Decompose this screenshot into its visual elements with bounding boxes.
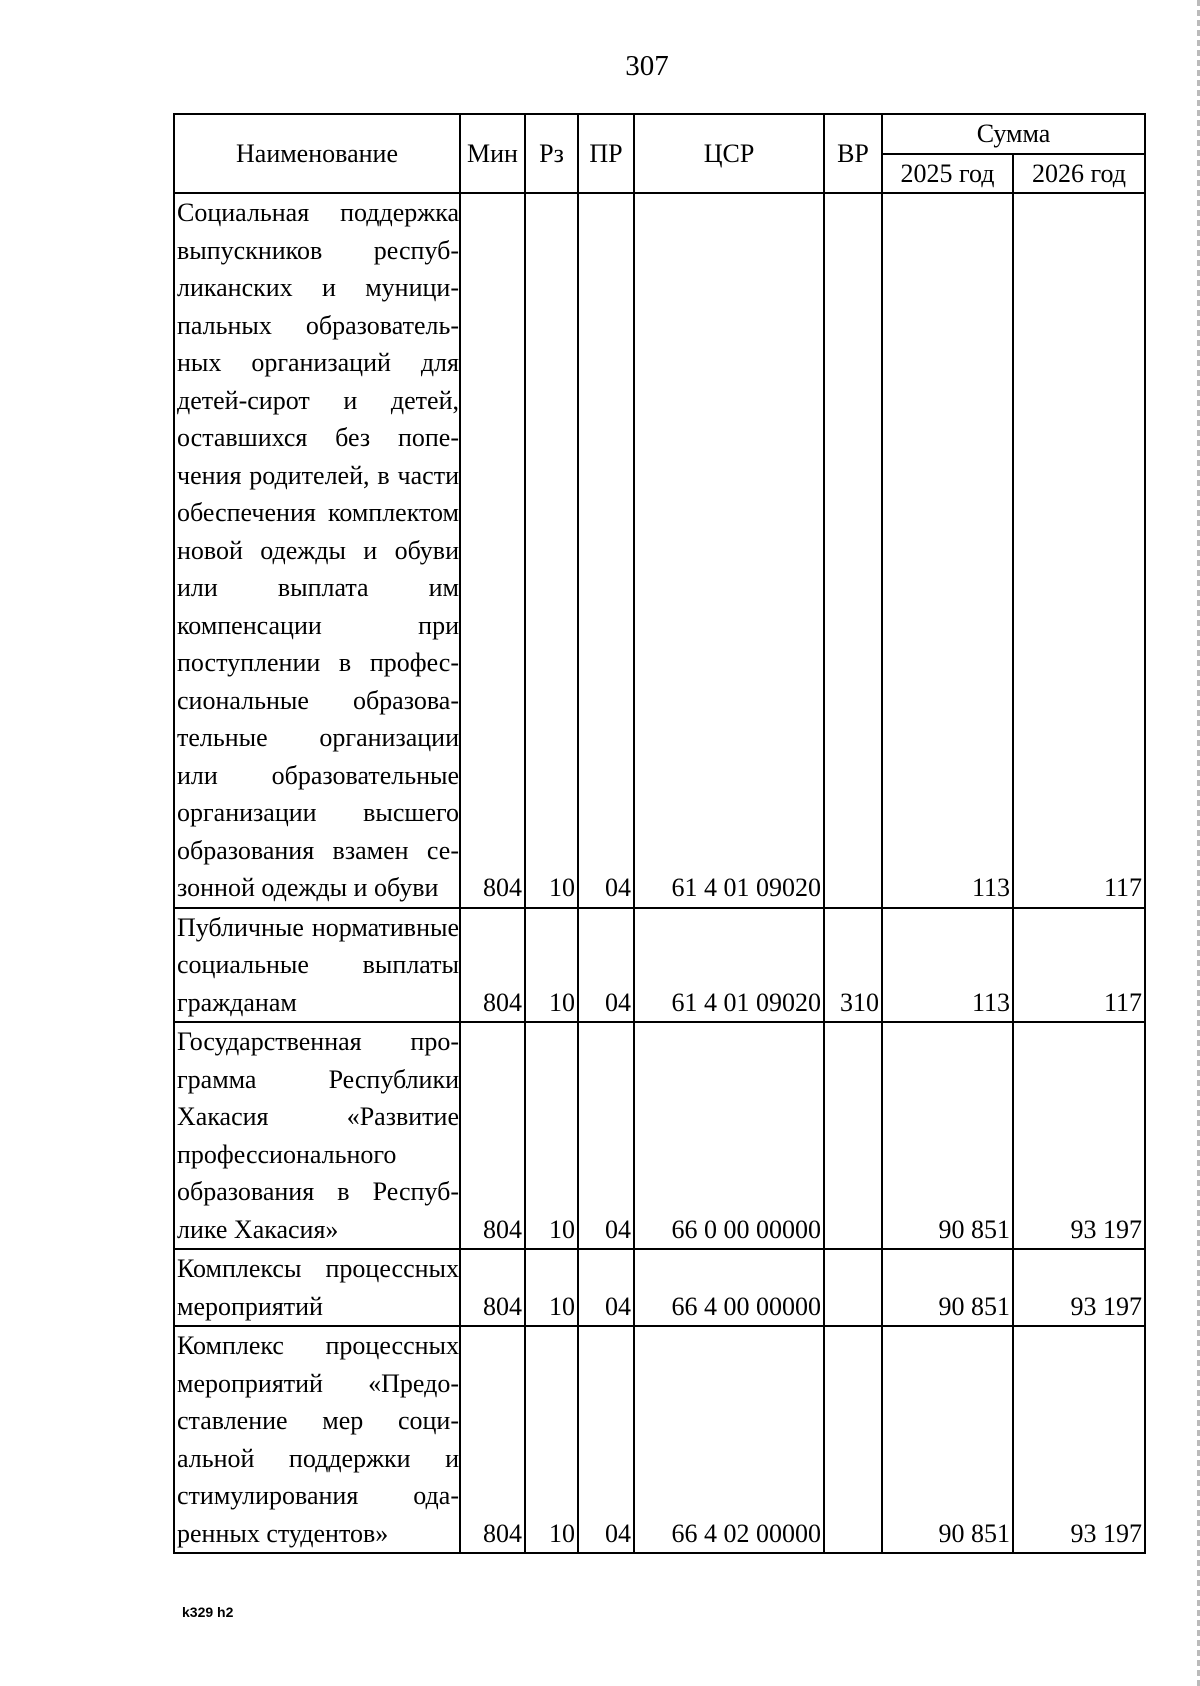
header-vr: ВР — [824, 114, 882, 193]
row-pr: 04 — [578, 1326, 634, 1553]
table-header — [174, 114, 1145, 193]
header-name: Наименование — [174, 114, 460, 193]
row-rz: 10 — [525, 1022, 578, 1249]
row-sum-2025: 113 — [882, 193, 1013, 908]
row-vr: 310 — [824, 908, 882, 1023]
row-min: 804 — [460, 1249, 525, 1326]
row-vr — [824, 1249, 882, 1326]
row-csr: 61 4 01 09020 — [634, 908, 824, 1023]
row-csr: 66 4 00 00000 — [634, 1249, 824, 1326]
row-rz: 10 — [525, 1326, 578, 1553]
row-pr: 04 — [578, 193, 634, 908]
row-pr: 04 — [578, 908, 634, 1023]
document-code: k329 h2 — [182, 1604, 234, 1620]
row-rz: 10 — [525, 1249, 578, 1326]
table-row — [174, 1326, 1145, 1553]
header-rz: Рз — [525, 114, 578, 193]
header-pr: ПР — [578, 114, 634, 193]
row-name: Государственная программа Республики Хакасия «Развитие профессионального образования в Республике Хакасия» — [174, 1022, 460, 1249]
row-rz: 10 — [525, 193, 578, 908]
row-min: 804 — [460, 193, 525, 908]
row-rz: 10 — [525, 908, 578, 1023]
header-year-2026: 2026 год — [1013, 154, 1145, 194]
row-min: 804 — [460, 1022, 525, 1249]
row-sum-2026: 93 197 — [1013, 1326, 1145, 1553]
row-csr: 66 4 02 00000 — [634, 1326, 824, 1553]
row-name: Социальная поддержка выпускников республиканских и муниципальных образовательных организаций для детей-сирот и детей, оставшихся без попечения родителей, в части обеспечения комплектом новой одежды и обуви или выплата им компенсации при поступлении в профессиональные образовательные организации или образовательные организации высшего образования взамен сезонной одежды и обуви — [174, 193, 460, 908]
row-sum-2025: 90 851 — [882, 1022, 1013, 1249]
row-pr: 04 — [578, 1249, 634, 1326]
table-row — [174, 908, 1145, 1023]
row-pr: 04 — [578, 1022, 634, 1249]
header-csr: ЦСР — [634, 114, 824, 193]
row-sum-2025: 113 — [882, 908, 1013, 1023]
row-name: Комплексы процессных мероприятий — [174, 1249, 460, 1326]
row-vr — [824, 1326, 882, 1553]
row-name: Комплекс процессных мероприятий «Предоставление мер социальной поддержки и стимулирования одаренных студентов» — [174, 1326, 460, 1553]
row-vr — [824, 193, 882, 908]
row-sum-2026: 93 197 — [1013, 1249, 1145, 1326]
row-sum-2026: 117 — [1013, 193, 1145, 908]
table-row — [174, 1022, 1145, 1249]
row-csr: 61 4 01 09020 — [634, 193, 824, 908]
page-number: 307 — [625, 50, 669, 82]
row-min: 804 — [460, 1326, 525, 1553]
row-csr: 66 0 00 00000 — [634, 1022, 824, 1249]
row-min: 804 — [460, 908, 525, 1023]
header-sum: Сумма — [882, 114, 1145, 154]
row-sum-2026: 117 — [1013, 908, 1145, 1023]
row-vr — [824, 1022, 882, 1249]
table-row — [174, 1249, 1145, 1326]
header-year-2025: 2025 год — [882, 154, 1013, 194]
row-sum-2025: 90 851 — [882, 1326, 1013, 1553]
row-name: Публичные нормативные социальные выплаты гражданам — [174, 908, 460, 1023]
row-sum-2025: 90 851 — [882, 1249, 1013, 1326]
header-min: Мин — [460, 114, 525, 193]
table-row — [174, 193, 1145, 908]
budget-table — [173, 113, 1146, 1554]
row-sum-2026: 93 197 — [1013, 1022, 1145, 1249]
